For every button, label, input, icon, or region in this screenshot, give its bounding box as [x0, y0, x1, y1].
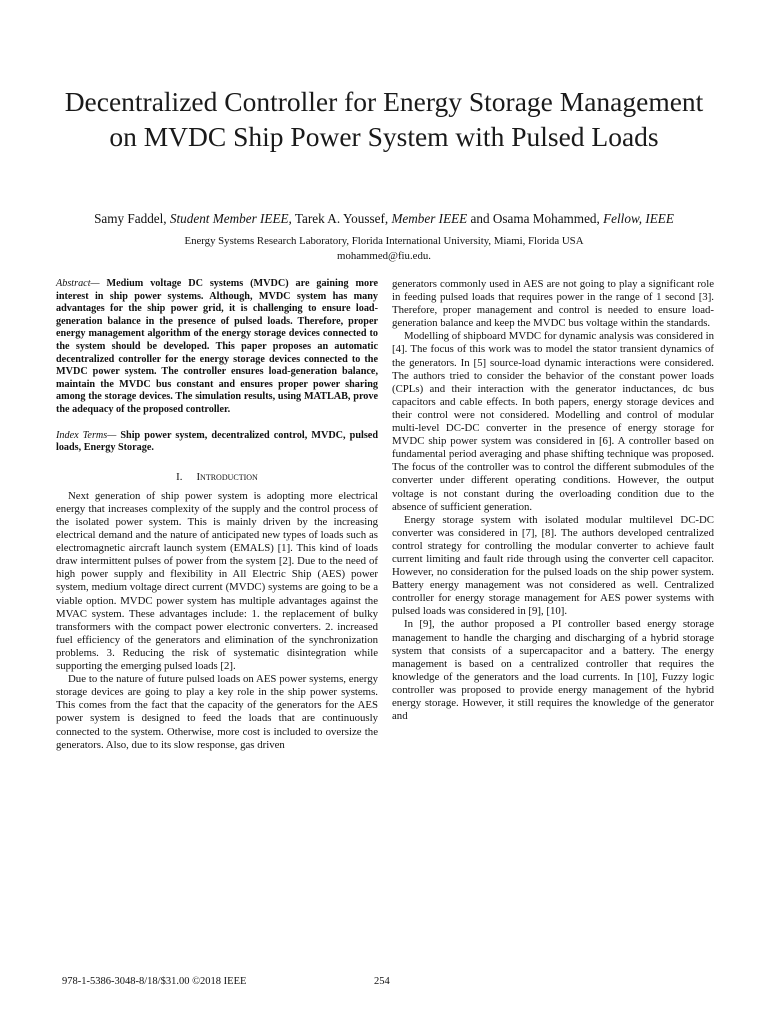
body-paragraph: Energy storage system with isolated modular multilevel DC-DC converter was considered in [7], [8]. The authors developed centralized control strategy for controlling the modular converter to achieve fault current limiting and fault ride through using the converter cell capacitor. However, no consideration for the pulsed loads on the ship power system. Battery energy management was not considered as well. Centralized controller for energy storage management for AES power systems with pulsed loads was considered in [9], [10].: [392, 513, 714, 618]
author-line: [40, 210, 728, 227]
footer-copyright: 978-1-5386-3048-8/18/$31.00 ©2018 IEEE: [62, 976, 247, 987]
index-terms-label: Index Terms—: [56, 429, 117, 441]
author-2-role: Member IEEE: [391, 211, 468, 226]
body-paragraph: generators commonly used in AES are not going to play a significant role in feeding pulsed loads that requires power in the range of 1 second [3]. Therefore, proper management and control is needed to ensure load-generation balance and keep the MVDC bus voltage within the standards.: [392, 278, 714, 330]
affiliation: [40, 234, 728, 264]
body-paragraph: Next generation of ship power system is adopting more electrical energy that increases complexity of the supply and the control process of the isolated power system. This is mainly driven by the increasing electrical demand and the nature of anticipated new types of loads such as electromagnetic aircraft launch system (EMALS) [1]. This kind of loads draw intermittent pulses of power from the system [2]. Due to the need of high power supply and flexibility in All Electric Ship (AES) power system, medium voltage direct current (MVDC) systems are going to be a viable option. MVDC power system has multiple advantages against the MVAC system. These advantages include: 1. the replacement of bulky transformers with the compact power electronic converters. 2. increased fuel efficiency of the generators and elimination of the synchronization problems. 3. Reducing the risk of systematic disintegration while supporting the emerging pulsed loads [2].: [56, 489, 378, 673]
author-3-name: and Osama Mohammed,: [467, 211, 604, 226]
affiliation-email: mohammed@fiu.edu.: [337, 250, 431, 262]
author-1-role: Student Member IEEE,: [169, 211, 292, 226]
section-number: I.: [176, 470, 183, 483]
abstract: [56, 278, 378, 417]
author-3-role: Fellow, IEEE: [603, 211, 674, 226]
index-terms: [56, 430, 378, 455]
author-1-name: Samy Faddel,: [94, 211, 170, 226]
page-number: 254: [374, 976, 390, 987]
paper-title: Decentralized Controller for Energy Storage Management on MVDC Ship Power System with Pulsed Loads: [64, 86, 704, 152]
body-paragraph: In [9], the author proposed a PI controller based energy storage management to handle the charging and discharging of a hybrid storage system that consists of a supercapacitor and a battery. The energy management is based on a centralized controller that requires the knowledge of the generators and the load currents. In [10], Fuzzy logic controller was proposed to provide energy management of the hybrid energy storage. However, it still requires the knowledge of the generator and: [392, 618, 714, 723]
section-title: Introduction: [196, 470, 258, 483]
body-paragraph: Due to the nature of future pulsed loads on AES power systems, energy storage devices are going to play a key role in the ship power systems. This comes from the fact that the capacity of the generators for the AES power system is designed to feed the loads that are continuously connected to the system. Otherwise, more cost is included to oversize the generators. Also, due to its slow response, gas driven: [56, 673, 378, 751]
body-paragraph: Modelling of shipboard MVDC for dynamic analysis was considered in [4]. The focus of this work was to model the stator transient dynamics of the generators. In [5] source-load dynamic interactions were considered. The authors tried to consider the behavior of the constant power loads (CPLs) and their interaction with the generator inductances, dc bus capacitors and cable effects. In both papers, energy storage devices and their control were not considered. Modelling and control of modular multi-level DC-DC converter in the presence of energy storage for MVDC ship power system was considered in [6]. A controller based on fundamental period averaging and phase shifting technique was proposed. The focus of the controller was to control the different submodules of the converter under different operating conditions. However, the output voltage is not constant during the overloading condition due to the absence of sufficient generation.: [392, 330, 714, 513]
abstract-text: Medium voltage DC systems (MVDC) are gaining more interest in ship power systems. Although, MVDC system has many advantages for the ship power grid, it is challenging to ensure load-generation balance in the presence of pulsed loads. Therefore, proper energy management algorithm of the energy storage devices connected to the system should be developed. This paper proposes an automatic decentralized controller for the energy storage devices connected to the MVDC power system. The controller ensures load-generation balance, maintain the MVDC bus constant and ensures proper power sharing among the storage devices. The simulation results, using MATLAB, prove the adequacy of the proposed controller.: [56, 278, 378, 415]
right-column: [392, 278, 714, 723]
abstract-label: Abstract—: [56, 278, 100, 289]
author-2-name: Tarek A. Youssef,: [291, 211, 392, 226]
affiliation-lab: Energy Systems Research Laboratory, Florida International University, Miami, Florida USA: [184, 235, 584, 247]
section-heading: [56, 471, 378, 484]
left-column: [56, 278, 378, 752]
index-terms-text: Ship power system, decentralized control, MVDC, pulsed loads, Energy Storage.: [56, 429, 378, 454]
